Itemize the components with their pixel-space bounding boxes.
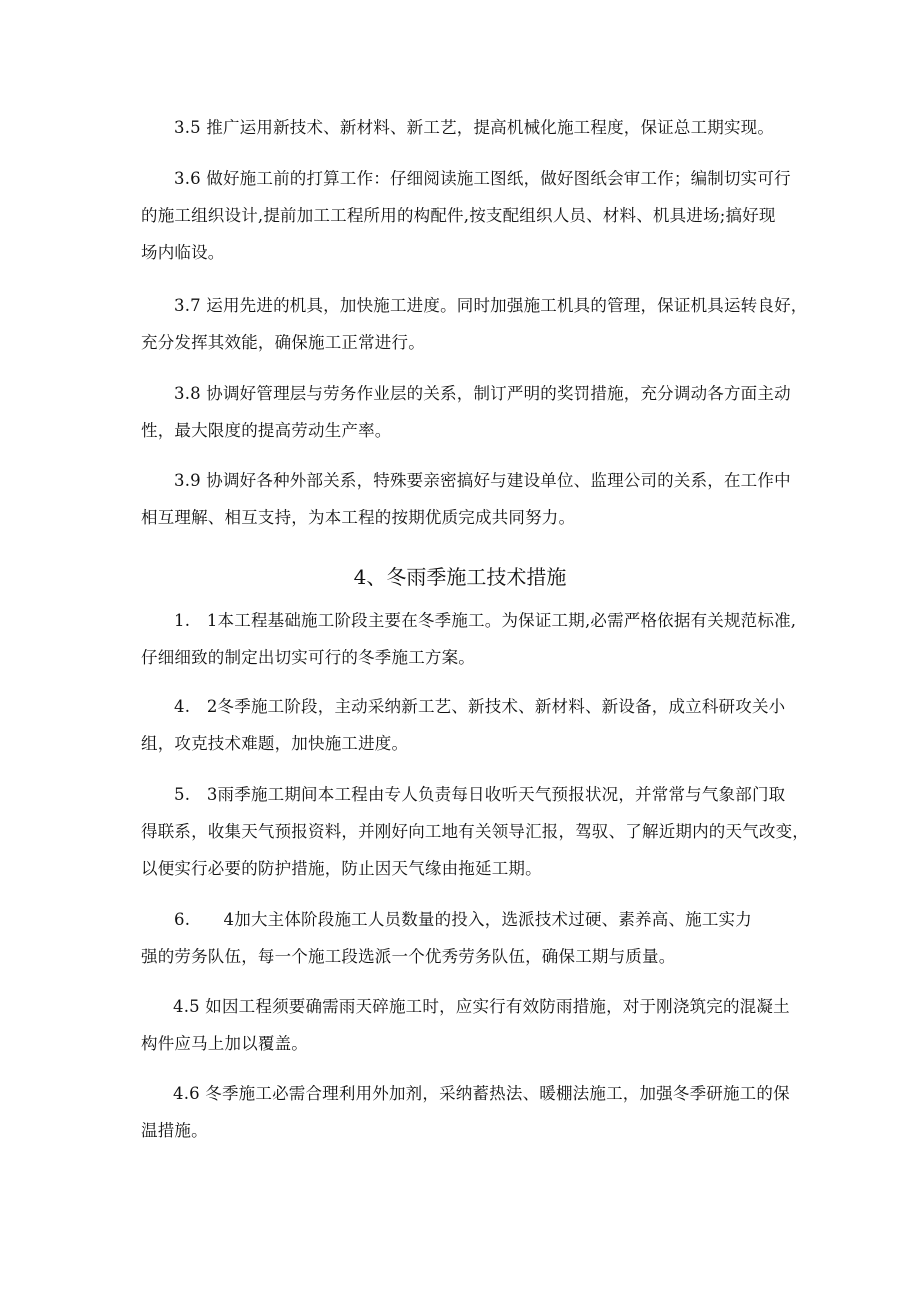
paragraph-line: 4. 2冬季施工阶段，主动采纳新工艺、新技术、新材料、新设备，成立科研攻关小 <box>174 697 786 716</box>
paragraph-line: 得联系，收集天气预报资料，并刚好向工地有关领导汇报，驾驭、了解近期内的天气改变， <box>141 822 809 841</box>
paragraph-line: 3.6 做好施工前的打算工作：仔细阅读施工图纸，做好图纸会审工作；编制切实可行 <box>174 169 791 188</box>
paragraph-4-4 <box>141 901 801 975</box>
paragraph-line: 3.9 协调好各种外部关系，特殊要亲密搞好与建设单位、监理公司的关系，在工作中 <box>174 471 791 490</box>
section-heading: 4、冬雨季施工技术措施 <box>353 565 567 589</box>
paragraph-line: 6. 4加大主体阶段施工人员数量的投入，选派技术过硬、素养高、施工实力 <box>174 910 752 929</box>
paragraph-line: 场内临设。 <box>141 243 225 262</box>
paragraph-3-7 <box>141 287 808 361</box>
paragraph-4-2 <box>141 688 801 762</box>
paragraph-line: 3.5 推广运用新技术、新材料、新工艺，提高机械化施工程度，保证总工期实现。 <box>174 118 775 137</box>
paragraph-line: 性，最大限度的提高劳动生产率。 <box>141 421 392 440</box>
paragraph-4-5 <box>141 988 801 1062</box>
paragraph-line: 强的劳务队伍，每一个施工段选派一个优秀劳务队伍，确保工期与质量。 <box>141 947 676 966</box>
paragraph-3-5 <box>141 109 801 146</box>
paragraph-line: 充分发挥其效能，确保施工正常进行。 <box>141 333 425 352</box>
paragraph-line: 构件应马上加以覆盖。 <box>141 1034 308 1053</box>
paragraph-line: 温措施。 <box>141 1121 208 1140</box>
paragraph-4-3 <box>141 776 809 887</box>
paragraph-line: 组，攻克技术难题，加快施工进度。 <box>141 734 409 753</box>
paragraph-line: 4.6 冬季施工必需合理利用外加剂，采纳蓄热法、暖棚法施工，加强冬季研施工的保 <box>173 1084 790 1103</box>
paragraph-3-6 <box>141 160 801 271</box>
paragraph-line: 以便实行必要的防护措施，防止因天气缘由拖延工期。 <box>141 859 542 878</box>
paragraph-line: 4.5 如因工程须要确需雨天碎施工时，应实行有效防雨措施，对于刚浇筑完的混凝土 <box>173 997 790 1016</box>
paragraph-line: 3.7 运用先进的机具，加快施工进度。同时加强施工机具的管理，保证机具运转良好， <box>174 296 808 315</box>
paragraph-line: 5. 3雨季施工期间本工程由专人负责每日收听天气预报状况，并常常与气象部门取 <box>174 785 786 804</box>
paragraph-line: 的施工组织设计,提前加工工程所用的构配件,按支配组织人员、材料、机具进场;搞好现 <box>141 206 776 225</box>
paragraph-line: 1. 1本工程基础施工阶段主要在冬季施工。为保证工期,必需严格依据有关规范标准, <box>174 611 797 630</box>
paragraph-4-1 <box>141 602 801 676</box>
paragraph-line: 相互理解、相互支持，为本工程的按期优质完成共同努力。 <box>141 508 576 527</box>
paragraph-line: 3.8 协调好管理层与劳务作业层的关系，制订严明的奖罚措施，充分调动各方面主动 <box>174 384 791 403</box>
paragraph-line: 仔细细致的制定出切实可行的冬季施工方案。 <box>141 648 475 667</box>
paragraph-4-6 <box>141 1075 801 1149</box>
paragraph-3-8 <box>141 375 801 449</box>
paragraph-3-9 <box>141 462 801 536</box>
